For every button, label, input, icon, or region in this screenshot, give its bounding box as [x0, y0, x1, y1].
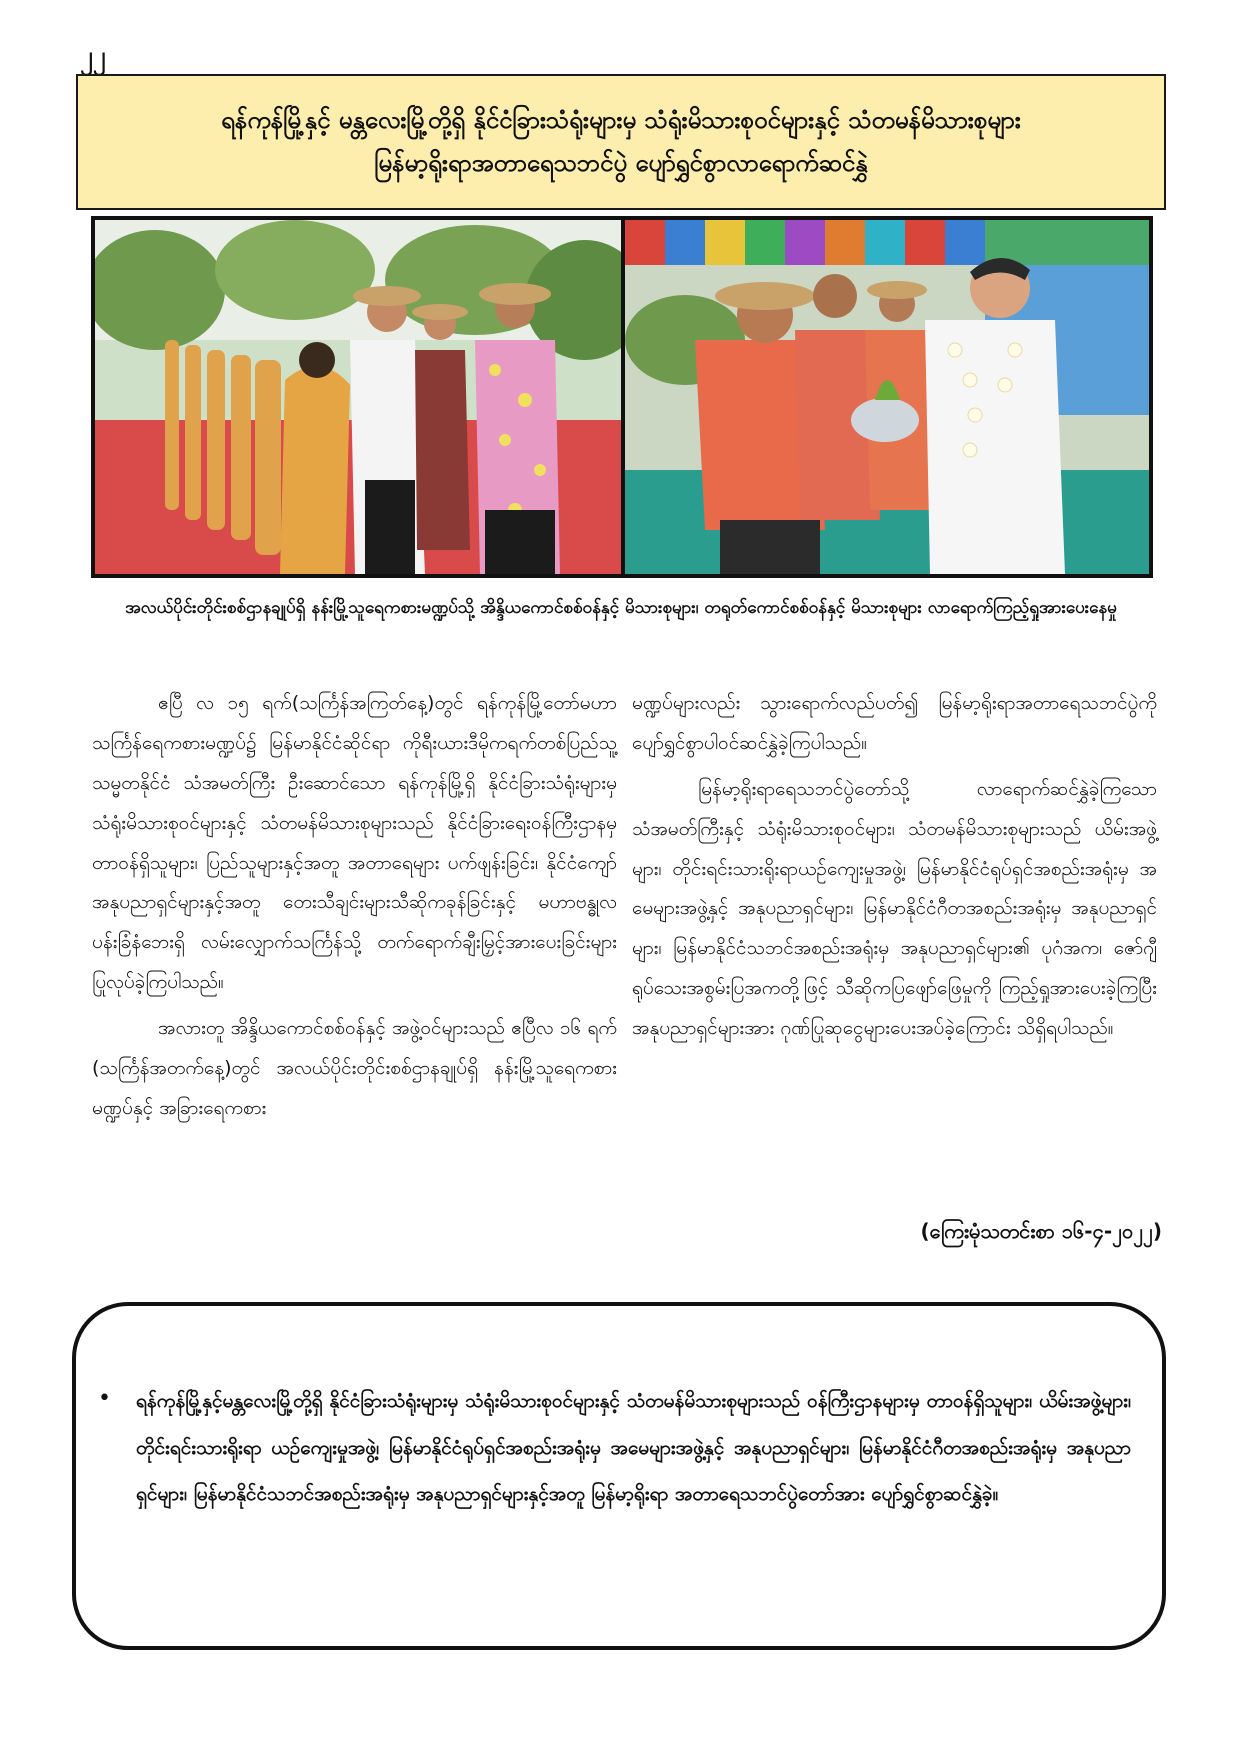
bullet-icon: •: [98, 1386, 111, 1411]
body-paragraph: အလားတူ အိန္ဒိယကောင်စစ်ဝန်နှင့် အဖွဲ့ဝင်များသည် ဧပြီလ ၁၆ ရက် (သင်္ကြန်အတက်နေ့)တွင် အလယ်ပိုင်းတိုင်းစစ်ဌာနချုပ်ရှိ နန်းမြို့သူရေကစားမဏ္ဍပ်နှင့် အခြားရေကစား: [92, 1017, 617, 1119]
body-paragraph: မဏ္ဍပ်များလည်း သွားရောက်လည်ပတ်၍ မြန်မာ့ရိုးရာအတာရေသဘင်ပွဲကို ပျော်ရွှင်စွာပါဝင်ဆင်နွှဲခဲ့ကြပါသည်။: [632, 692, 1157, 754]
body-paragraph: မြန်မာ့ရိုးရာရေသဘင်ပွဲတော်သို့ လာရောက်ဆင်နွှဲခဲ့ကြသော သံအမတ်ကြီးနှင့် သံရုံးမိသားစုဝင်များ၊ သံတမန်မိသားစုများသည် ယိမ်းအဖွဲ့များ၊ တိုင်းရင်းသားရိုးရာယဉ်ကျေးမှုအဖွဲ့၊ မြန်မာနိုင်ငံရုပ်ရှင်အစည်းအရုံးမှ အမေများအဖွဲ့နှင့် အနုပညာရှင်များ၊ မြန်မာနိုင်ငံဂီတအစည်းအရုံးမှ အနုပညာရှင်များ၊ မြန်မာနိုင်ငံသဘင်အစည်းအရုံးမှ အနုပညာရှင်များ၏ ပုဂံအက၊ ဇော်ဂျီရုပ်သေးအစွမ်းပြအကတို့ဖြင့် သီဆိုကပြဖျော်ဖြေမှုကို ကြည့်ရှုအားပေးခဲ့ကြပြီး အနုပညာရှင်များအား ဂုဏ်ပြုဆုငွေများပေးအပ်ခဲ့ကြောင်း သိရှိရပါသည်။: [632, 777, 1157, 1040]
body-column-right: [632, 684, 1157, 1055]
headline-box: [76, 74, 1166, 210]
page-number: ၂၂: [80, 41, 106, 71]
photo-caption: အလယ်ပိုင်းတိုင်းစစ်ဌာနချုပ်ရှိ နန်းမြို့သူရေကစားမဏ္ဍပ်သို့ အိန္ဒိယကောင်စစ်ဝန်နှင့် မိသားစုများ၊ တရုတ်ကောင်စစ်ဝန်နှင့် မိသားစုများ လာရောက်ကြည့်ရှုအားပေးနေမှု: [125, 598, 1117, 618]
photo-dancers-welcome-image: [95, 220, 621, 574]
photo-dancers-welcome: [91, 216, 625, 578]
source-citation: (ကြေးမုံသတင်းစာ ၁၆-၄-၂၀၂၂): [920, 1219, 1162, 1243]
summary-text: ရန်ကုန်မြို့နှင့်မန္တလေးမြို့တို့ရှိ နိုင်ငံခြားသံရုံးများမှ သံရုံးမိသားစုဝင်များနှင့် သံတမန်မိသားစုများသည် ဝန်ကြီးဌာနများမှ တာဝန်ရှိသူများ၊ ယိမ်းအဖွဲ့များ၊ တိုင်းရင်းသားရိုးရာ ယဉ်ကျေးမှုအဖွဲ့၊ မြန်မာနိုင်ငံရုပ်ရှင်အစည်းအရုံးမှ အမေများအဖွဲ့နှင့် အနုပညာရှင်များ၊ မြန်မာနိုင်ငံဂီတအစည်းအရုံးမှ အနုပညာရှင်များ၊ မြန်မာနိုင်ငံသဘင်အစည်းအရုံးမှ အနုပညာရှင်များနှင့်အတူ မြန်မာ့ရိုးရာ အတာရေသဘင်ပွဲတော်အား ပျော်ရွှင်စွာဆင်နွှဲခဲ့။: [136, 1390, 1131, 1506]
headline-line-2: မြန်မာ့ရိုးရာအတာရေသဘင်ပွဲ ပျော်ရွှင်စွာလာရောက်ဆင်နွှဲ: [374, 149, 868, 177]
photo-water-blessing-image: [625, 220, 1149, 574]
body-paragraph: ဧပြီ လ ၁၅ ရက်(သင်္ကြန်အကြတ်နေ့)တွင် ရန်ကုန်မြို့တော်မဟာသင်္ကြန်ရေကစားမဏ္ဍပ်၌ မြန်မာနိုင်ငံဆိုင်ရာ ကိုရီးယားဒီမိုကရက်တစ်ပြည်သူ့သမ္မတနိုင်ငံ သံအမတ်ကြီး ဦးဆောင်သော ရန်ကုန်မြို့ရှိ နိုင်ငံခြားသံရုံးများမှ သံရုံးမိသားစုဝင်များနှင့် သံတမန်မိသားစုများသည် နိုင်ငံခြားရေးဝန်ကြီးဌာနမှ တာဝန်ရှိသူများ၊ ပြည်သူများနှင့်အတူ အတာရေများ ပက်ဖျန်းခြင်း၊ နိုင်ငံကျော်အနုပညာရှင်များနှင့်အတူ တေးသီချင်းများသီဆိုကခုန်ခြင်းနှင့် မဟာဗန္ဓုလပန်းခြံနံဘေးရှိ လမ်းလျှောက်သင်္ကြန်သို့ တက်ရောက်ချီးမြှင့်အားပေးခြင်းများ ပြုလုပ်ခဲ့ကြပါသည်။: [92, 692, 617, 994]
headline-line-1: ရန်ကုန်မြို့နှင့် မန္တလေးမြို့တို့ရှိ နိုင်ငံခြားသံရုံးများမှ သံရုံးမိသားစုဝင်များနှင့် သံတမန်မိသားစုများ: [221, 105, 1021, 134]
photo-water-blessing: [621, 216, 1153, 578]
body-column-left: [92, 684, 617, 1135]
